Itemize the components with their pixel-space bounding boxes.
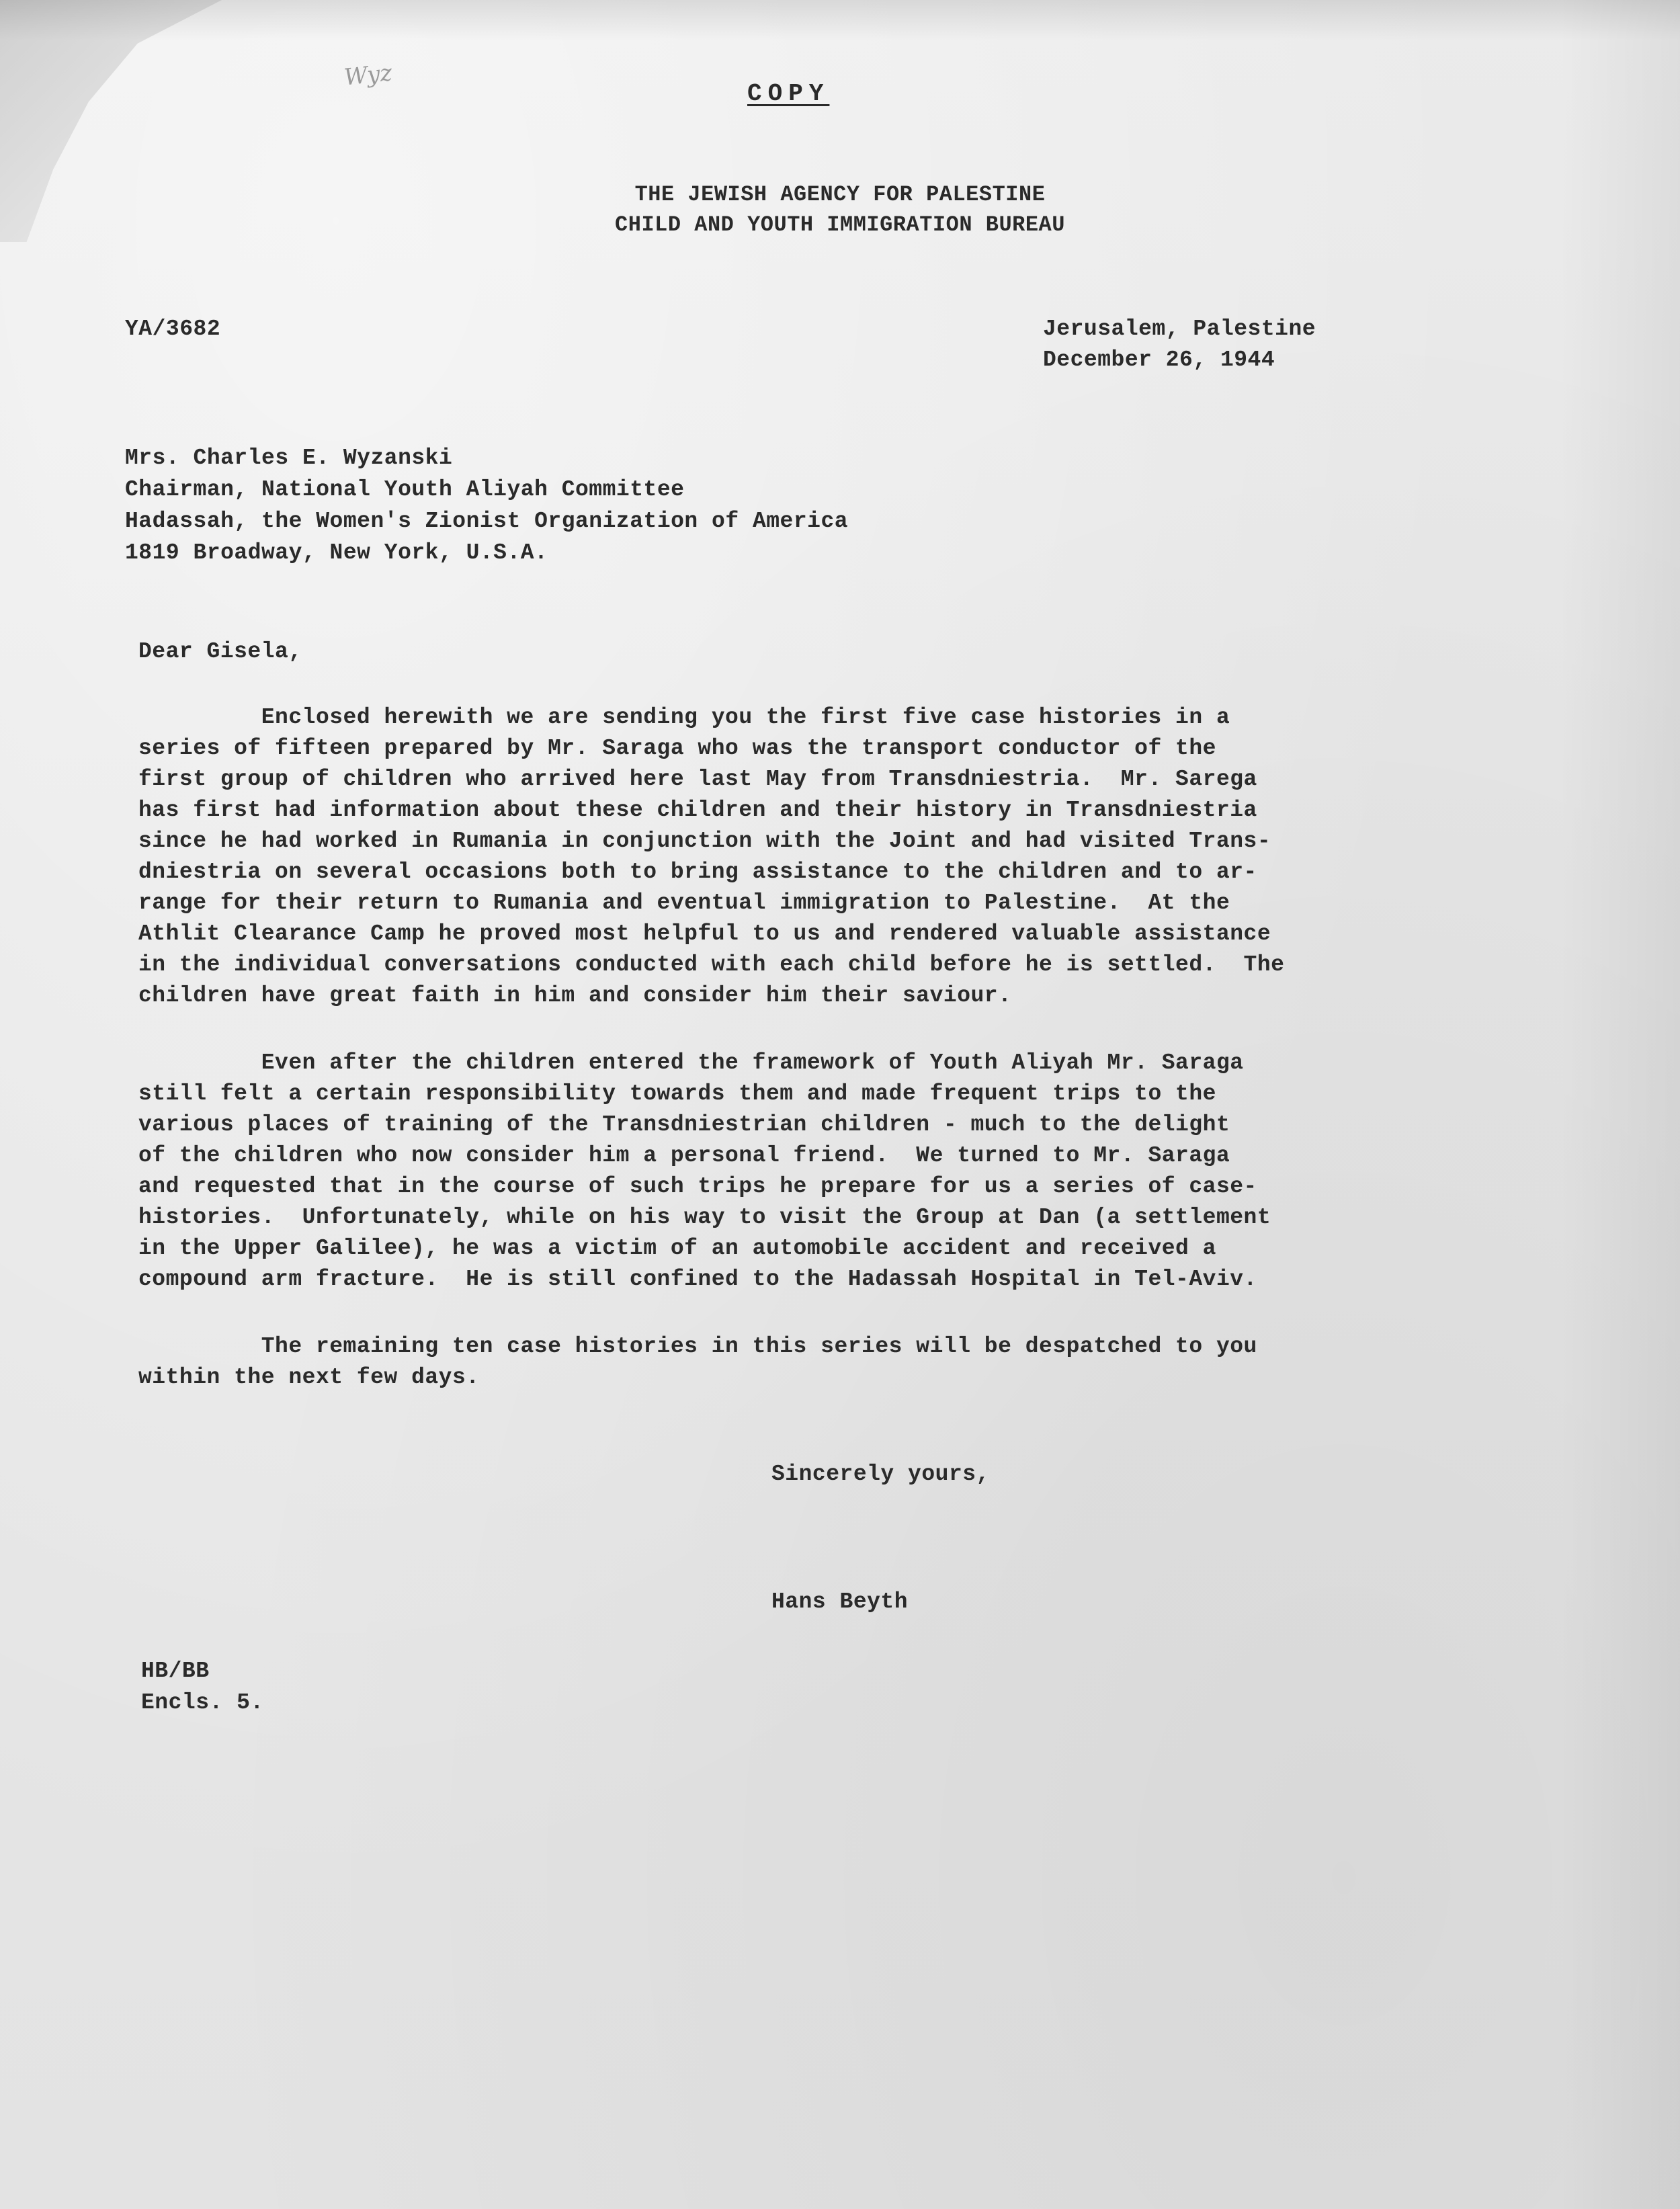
body-line: The remaining ten case histories in this series will be despatched to you [138,1334,1257,1359]
scan-shadow [0,0,1680,40]
recipient-organization: Hadassah, the Women's Zionist Organization of America [125,509,849,534]
copy-mark: COPY [747,80,830,108]
body-line: has first had information about these children and their history in Transdniestria [138,798,1257,823]
body-line: within the next few days. [138,1365,480,1390]
body-line: children have great faith in him and consider him their saviour. [138,983,1012,1008]
body-line: in the Upper Galilee), he was a victim of an automobile accident and received a [138,1236,1216,1261]
body-line: range for their return to Rumania and eventual immigration to Palestine. At the [138,890,1230,915]
body-line: Enclosed herewith we are sending you the first five case histories in a [138,705,1230,730]
body-line: Even after the children entered the framework of Youth Aliyah Mr. Saraga [138,1050,1244,1075]
letterhead-bureau: CHILD AND YOUTH IMMIGRATION BUREAU [615,212,1065,237]
recipient-name: Mrs. Charles E. Wyzanski [125,446,453,470]
body-line: Athlit Clearance Camp he proved most helpful to us and rendered valuable assistance [138,921,1271,946]
page-fold-shadow [1559,0,1680,2209]
salutation: Dear Gisela, [138,639,302,664]
body-line: dniestria on several occasions both to bring assistance to the children and to ar- [138,860,1257,884]
closing: Sincerely yours, [771,1462,990,1487]
reference-number: YA/3682 [125,317,221,341]
body-line: still felt a certain responsibility towards them and made frequent trips to the [138,1081,1216,1106]
letter-place: Jerusalem, Palestine [1043,317,1316,341]
enclosures-note: Encls. 5. [141,1690,264,1715]
signature-name: Hans Beyth [771,1589,909,1614]
recipient-title: Chairman, National Youth Aliyah Committee [125,477,685,502]
body-line: since he had worked in Rumania in conjunction with the Joint and had visited Trans- [138,829,1271,853]
letter-date: December 26, 1944 [1043,347,1275,372]
pencil-annotation: Wyz [343,59,394,91]
body-line: various places of training of the Transdniestrian children - much to the delight [138,1112,1230,1137]
body-line: and requested that in the course of such trips he prepare for us a series of case- [138,1174,1257,1199]
body-line: series of fifteen prepared by Mr. Saraga who was the transport conductor of the [138,736,1216,761]
body-line: first group of children who arrived here last May from Transdniestria. Mr. Sarega [138,767,1257,792]
typist-initials: HB/BB [141,1659,210,1683]
body-line: in the individual conversations conducted with each child before he is settled. The [138,952,1285,977]
recipient-address: 1819 Broadway, New York, U.S.A. [125,540,548,565]
letterhead-organization: THE JEWISH AGENCY FOR PALESTINE [634,182,1046,207]
body-line: histories. Unfortunately, while on his way to visit the Group at Dan (a settlement [138,1205,1271,1230]
body-line: compound arm fracture. He is still confined to the Hadassah Hospital in Tel-Aviv. [138,1267,1257,1292]
body-line: of the children who now consider him a personal friend. We turned to Mr. Saraga [138,1143,1230,1168]
